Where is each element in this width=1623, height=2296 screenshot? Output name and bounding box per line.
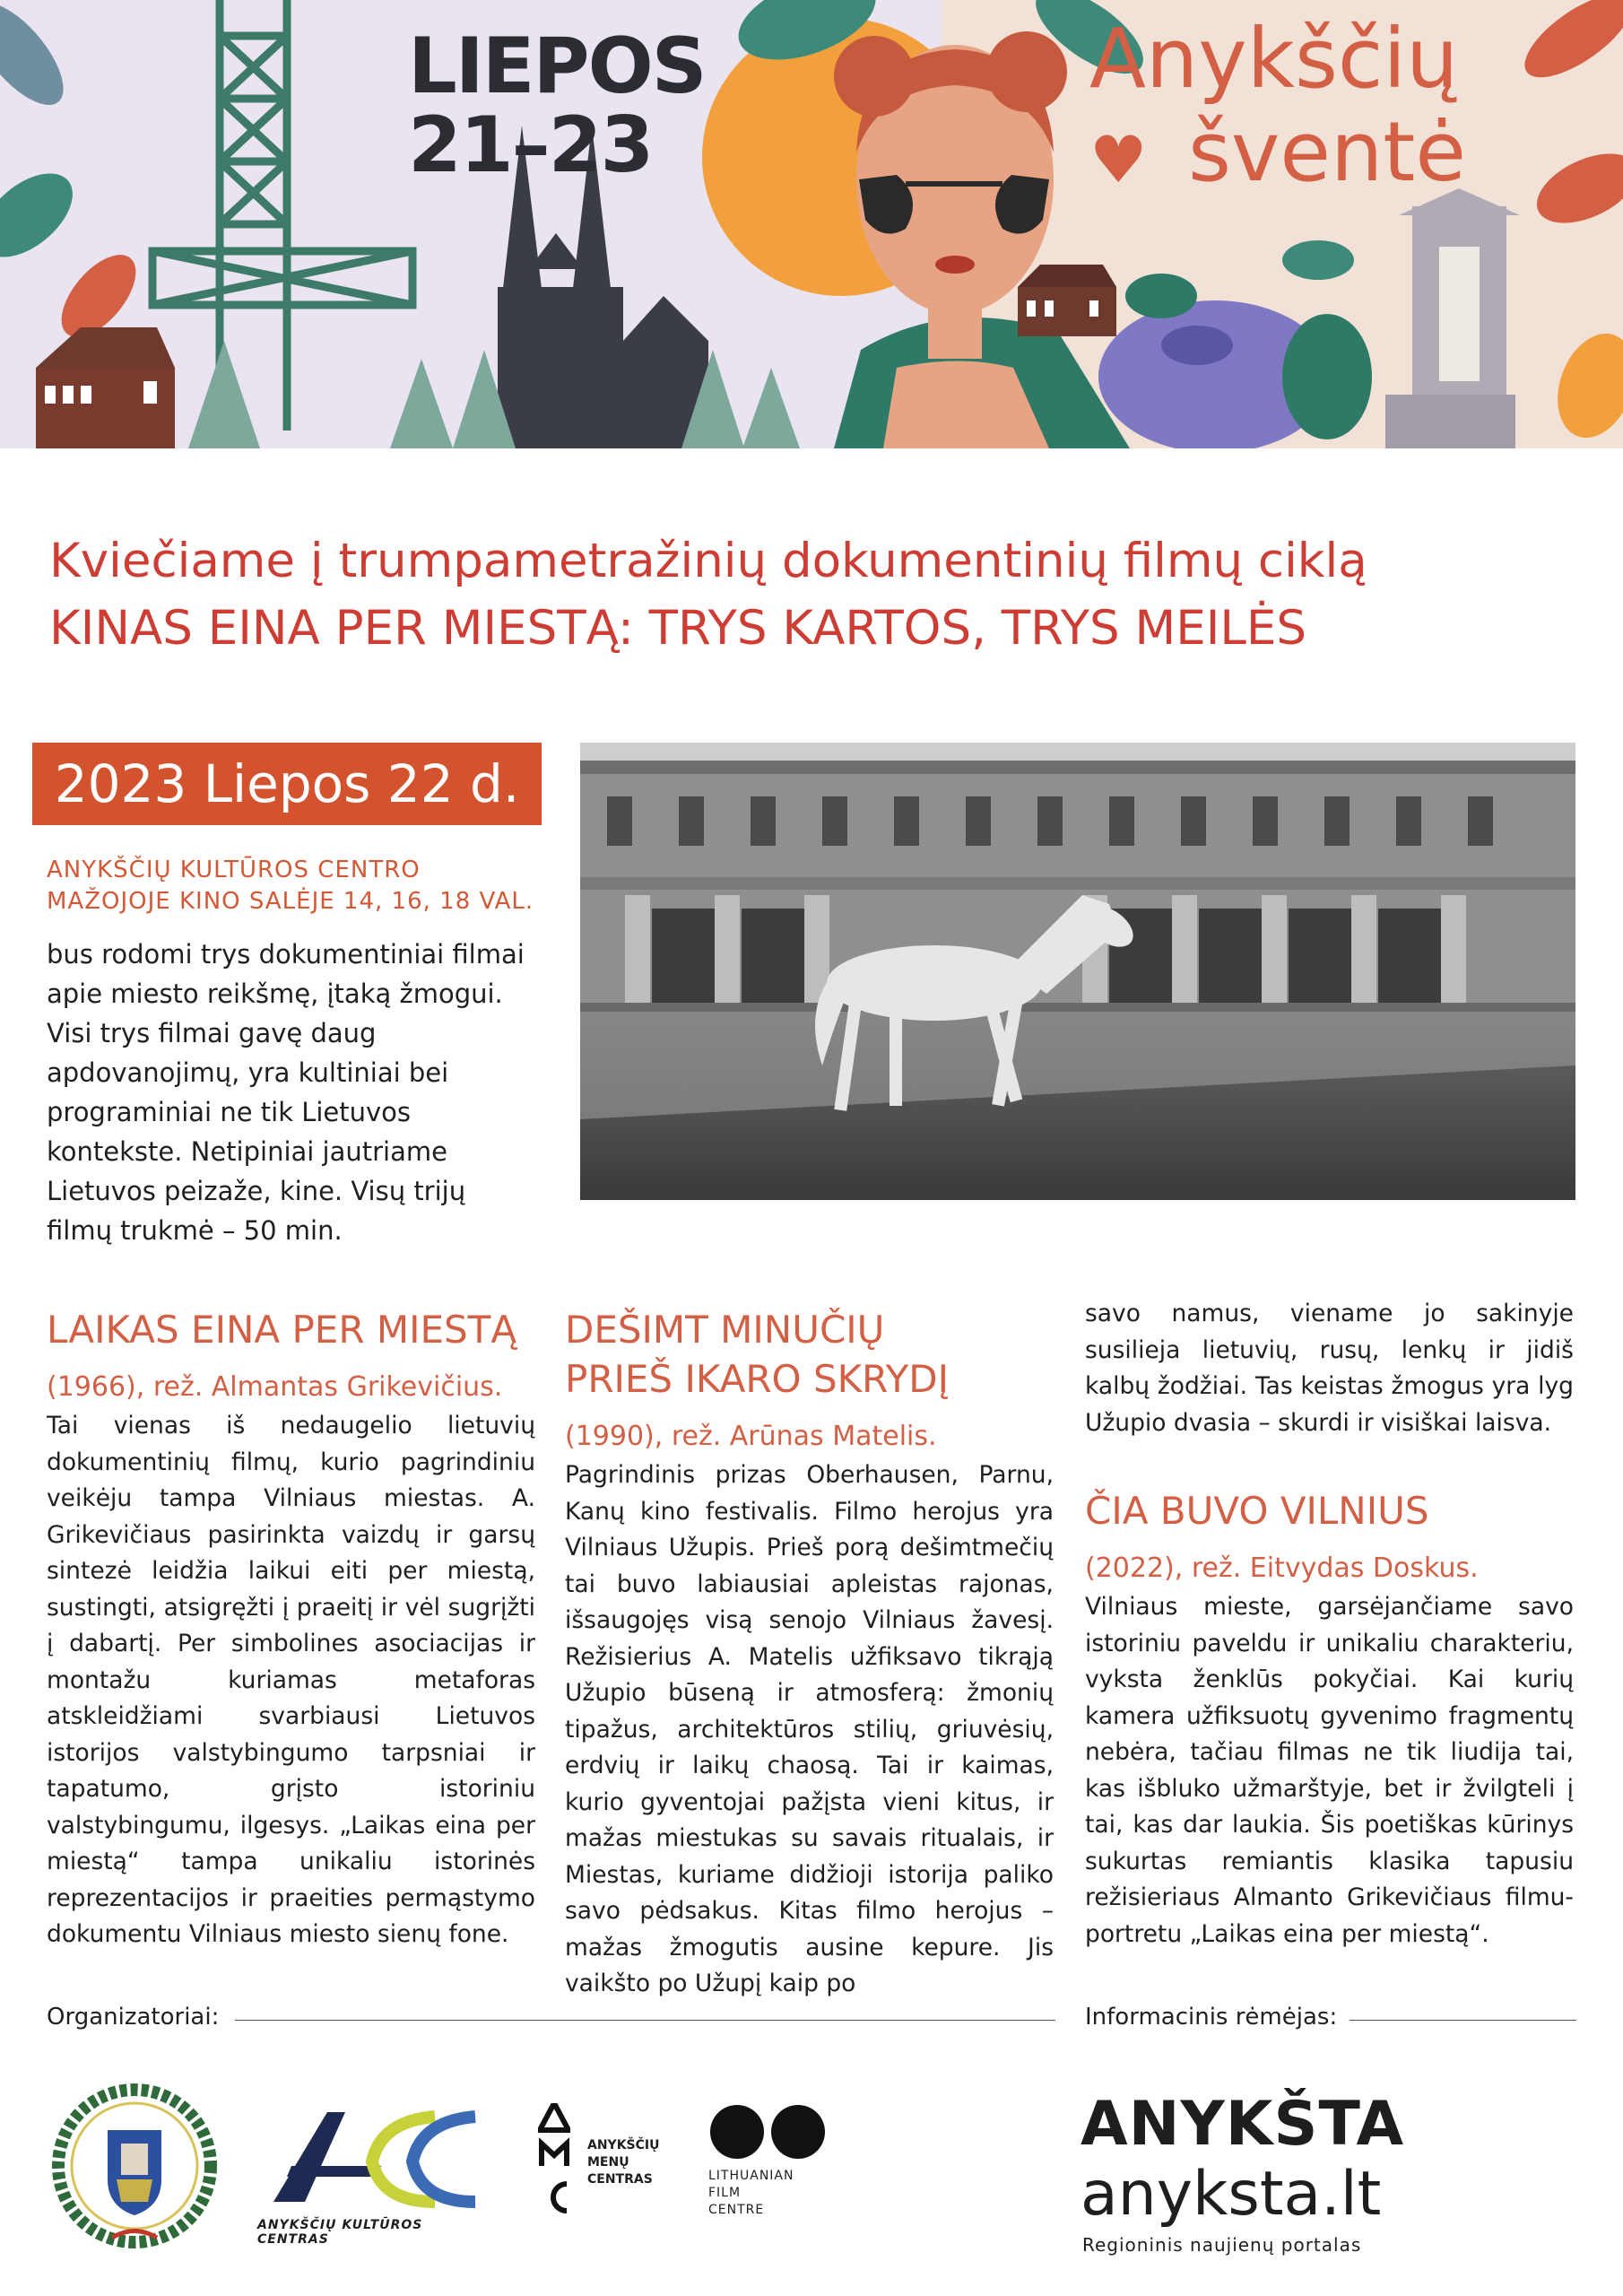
film-column-2	[565, 1305, 1054, 2003]
film-meta: (2022), rež. Eitvydas Doskus.	[1085, 1552, 1479, 1584]
headline-line2: KINAS EINA PER MIESTĄ: TRYS KARTOS, TRYS MEILĖS	[49, 601, 1306, 656]
festival-title-word: šventė	[1188, 104, 1466, 200]
dates-month: LIEPOS	[408, 22, 706, 111]
festival-title-line2	[1089, 106, 1466, 199]
lfc-caption	[708, 2168, 794, 2219]
page-headline	[49, 527, 1592, 662]
horse-photo-illustration	[580, 743, 1575, 1200]
headline-line1: Kviečiame į trumpametražinių dokumentinių filmų ciklą	[49, 534, 1367, 588]
sponsor-divider	[1350, 2020, 1576, 2021]
lfc-caption-line2: FILM	[708, 2186, 742, 2200]
anyksta-wordmark: ANYKŠTA	[1081, 2089, 1405, 2160]
anyksta-tagline: Regioninis naujienų portalas	[1082, 2234, 1362, 2256]
film-still-photo	[580, 743, 1575, 1200]
film-column-3	[1085, 1296, 1574, 1952]
amc-caption-line1: ANYKŠČIŲ	[587, 2138, 660, 2152]
festival-title-line1: Anykščių	[1089, 11, 1459, 107]
amc-caption	[587, 2137, 659, 2188]
film-description: Vilniaus mieste, garsėjančiame savo istoriniu paveldu ir unikaliu charakteriu, vyksta ženklūs pokyčiai. Kai kurių kamera užfiksuotų gyvenimo fragmentų nebėra, tačiau filmas ne tik liudija tai, kas išbluko užmarštyje, bet ir žvilgteli į tai, kas dar laukia. Šis poetiškas kūrinys sukurtas remiantis klasika tapusiu režisieriaus Almanto Grikevičiaus filmu-portretu „Laikas eina per miestą“.	[1085, 1593, 1574, 1948]
heart-icon: ♥	[1089, 122, 1148, 197]
event-description: bus rodomi trys dokumentiniai filmai apie miesto reikšmę, įtaką žmogui. Visi trys filmai gavę daug apdovanojimų, yra kultiniai bei programiniai ne tik Lietuvos kontekste. Netipiniai jautriame Lietuvos peizaže, kine. Visų trijų filmų trukmė – 50 min.	[47, 939, 525, 1246]
anyksta-domain: anyksta.lt	[1081, 2159, 1382, 2230]
amc-caption-line3: CENTRAS	[587, 2172, 653, 2187]
film-meta: (1966), rež. Almantas Grikevičius.	[47, 1371, 503, 1403]
lfc-caption-line3: CENTRE	[708, 2203, 765, 2217]
film-title-line2: PRIEŠ IKARO SKRYDĮ	[565, 1357, 950, 1401]
film-title: LAIKAS EINA PER MIESTĄ	[47, 1308, 517, 1352]
festival-banner	[0, 0, 1623, 448]
anyksta-logo	[1081, 2090, 1403, 2278]
film-description-continued: savo namus, viename jo sakinyje susilieja lietuvių, rusų, lenkų ir jidiš kalbų žodžiai. Tas keistas žmogus yra lyg Užupio dvasia – skurdi ir visiškai laisva.	[1085, 1300, 1574, 1437]
organizers-divider	[235, 2020, 1055, 2021]
lfc-mark-icon	[708, 2103, 829, 2161]
film-title	[565, 1305, 1054, 1404]
film-title: ČIA BUVO VILNIUS	[1085, 1489, 1429, 1533]
festival-dates	[408, 22, 706, 190]
event-date-badge: 2023 Liepos 22 d.	[32, 743, 542, 825]
event-venue: ANYKŠČIŲ KULTŪROS CENTRO MAŽOJOJE KINO SALĖJE 14, 16, 18 VAL.	[47, 857, 534, 915]
film-meta: (1990), rež. Arūnas Matelis.	[565, 1421, 937, 1452]
dates-days: 21–23	[408, 100, 653, 190]
organizers-label: Organizatoriai:	[47, 2004, 220, 2031]
akc-caption: ANYKŠČIŲ KULTŪROS CENTRAS	[257, 2218, 423, 2247]
akc-logo	[256, 2103, 498, 2247]
wreath-icon	[49, 2081, 220, 2251]
film-column-1	[47, 1305, 535, 1953]
film-description: Pagrindinis prizas Oberhausen, Parnu, Kanų kino festivalis. Filmo herojus yra Vilniaus Užupis. Prieš porą dešimtmečių tai buvo labiausiai apleistas rajonas, išsaugojęs visą senojo Vilniaus žavesį. Režisierius A. Matelis užfiksavo tikrąją Užupio būseną ir atmosferą: žmonių tipažus, architektūros stilių, griuvėsių, erdvių ir laikų chaosą. Tai ir kaimas, kurio gyventojai pažįsta vieni kitus, ir mažas miestukas su savais ritualais, ir Miestas, kuriame didžioji istorija paliko savo pėdsakus. Kitas filmo herojus – mažas žmogutis ausine kepure. Jis vaikšto po Užupį kaip po	[565, 1461, 1054, 1997]
film-title-line1: DEŠIMT MINUČIŲ	[565, 1308, 885, 1352]
lfc-caption-line1: LITHUANIAN	[708, 2169, 794, 2183]
coat-of-arms-logo	[49, 2081, 220, 2251]
amc-mark-icon	[538, 2103, 570, 2220]
sponsor-label: Informacinis rėmėjas:	[1085, 2004, 1338, 2031]
amc-logo	[538, 2103, 673, 2238]
lfc-logo	[708, 2103, 834, 2238]
festival-title	[1089, 13, 1466, 199]
film-description: Tai vienas iš nedaugelio lietuvių dokumentinių filmų, kurio pagrindiniu veikėju tampa Vilniaus miestas. A. Grikevičiaus pasirinkta vaizdų ir garsų sintezė leidžia laikui eiti per miestą, sustingti, atsigręžti į praeitį ir vėl sugrįžti į dabartį. Per simbolines asociacijas ir montažu kuriamas metaforas atskleidžiami svarbiausi Lietuvos istorijos valstybingumo tarpsniai ir tapatumo, grįsto istoriniu valstybingumu, ilgesys. „Laikas eina per miestą“ tampa unikaliu istorinės reprezentacijos ir praeities permąstymo dokumentu Vilniaus miesto sienų fone.	[47, 1412, 535, 1948]
akc-mark-icon	[256, 2103, 498, 2215]
amc-caption-line2: MENŲ	[587, 2155, 629, 2170]
